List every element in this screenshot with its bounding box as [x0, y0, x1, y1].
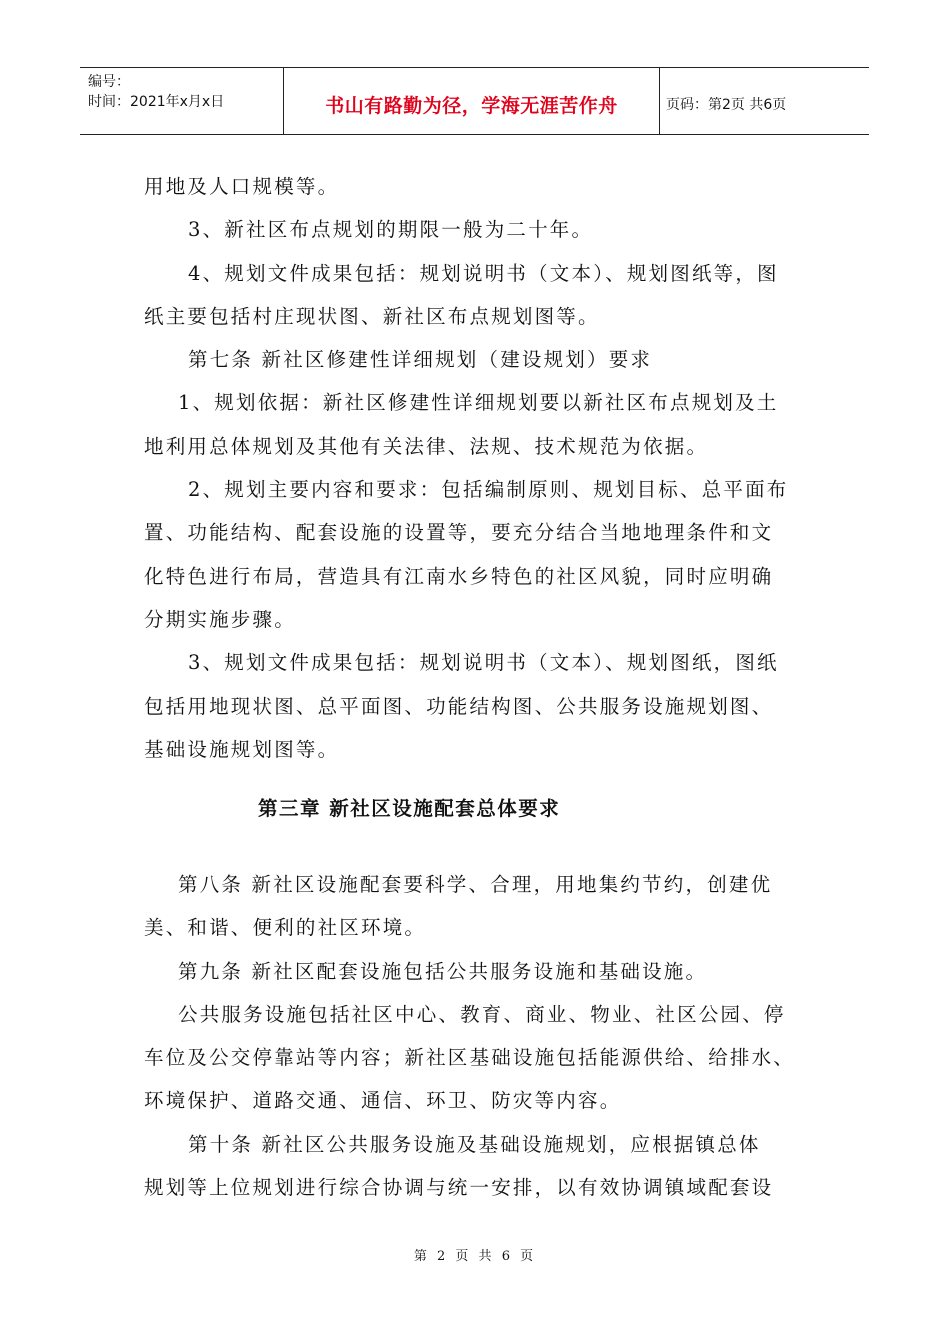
- body-line: 基础设施规划图等。: [144, 737, 340, 761]
- header-page-info: 页码：第2页 共6页: [666, 97, 787, 113]
- body-section-a: [144, 165, 824, 771]
- body-line: 公共服务设施包括社区中心、教育、商业、物业、社区公园、停: [178, 1002, 786, 1026]
- body-line: 包括用地现状图、总平面图、功能结构图、公共服务设施规划图、: [144, 694, 774, 718]
- body-line: 纸主要包括村庄现状图、新社区布点规划图等。: [144, 304, 600, 328]
- body-line: 置、功能结构、配套设施的设置等，要充分结合当地地理条件和文: [144, 521, 774, 545]
- body-section-b: [144, 863, 834, 1209]
- body-line: 3、规划文件成果包括：规划说明书（文本）、规划图纸，图纸: [188, 651, 779, 675]
- body-line: 3、新社区布点规划的期限一般为二十年。: [188, 218, 594, 242]
- body-line: 车位及公交停靠站等内容；新社区基础设施包括能源供给、给排水、: [144, 1046, 796, 1070]
- page-footer: 第 2 页 共 6 页: [413, 1249, 537, 1264]
- body-line: 环境保护、道路交通、通信、环卫、防灾等内容。: [144, 1089, 622, 1113]
- body-line: 规划等上位规划进行综合协调与统一安排，以有效协调镇域配套设: [144, 1176, 774, 1200]
- article-line: 第八条 新社区设施配套要科学、合理，用地集约节约，创建优: [178, 873, 773, 896]
- body-line: 4、规划文件成果包括：规划说明书（文本）、规划图纸等，图: [188, 261, 779, 285]
- article-line: 第十条 新社区公共服务设施及基础设施规划，应根据镇总体: [188, 1132, 761, 1156]
- body-line: 美、和谐、便利的社区环境。: [144, 916, 427, 940]
- body-line: 化特色进行布局，营造具有江南水乡特色的社区风貌，同时应明确: [144, 564, 774, 588]
- body-line: 用地及人口规模等。: [144, 175, 340, 198]
- body-line: 地利用总体规划及其他有关法律、法规、技术规范为依据。: [144, 434, 709, 458]
- page-header: [80, 67, 869, 135]
- header-motto: 书山有路勤为径，学海无涯苦作舟: [284, 68, 660, 134]
- document-time-label: 时间：2021年x月x日: [88, 94, 225, 110]
- body-line: 1、规划依据：新社区修建性详细规划要以新社区布点规划及土: [178, 391, 779, 415]
- document-number-label: 编号：: [88, 74, 130, 90]
- header-meta: [80, 68, 284, 134]
- chapter-title: 第三章 新社区设施配套总体要求: [258, 797, 561, 820]
- body-line: 2、规划主要内容和要求：包括编制原则、规划目标、总平面布: [188, 478, 789, 502]
- article-heading: 第七条 新社区修建性详细规划（建设规划）要求: [188, 348, 653, 372]
- body-line: 分期实施步骤。: [144, 607, 296, 631]
- article-line: 第九条 新社区配套设施包括公共服务设施和基础设施。: [178, 959, 708, 983]
